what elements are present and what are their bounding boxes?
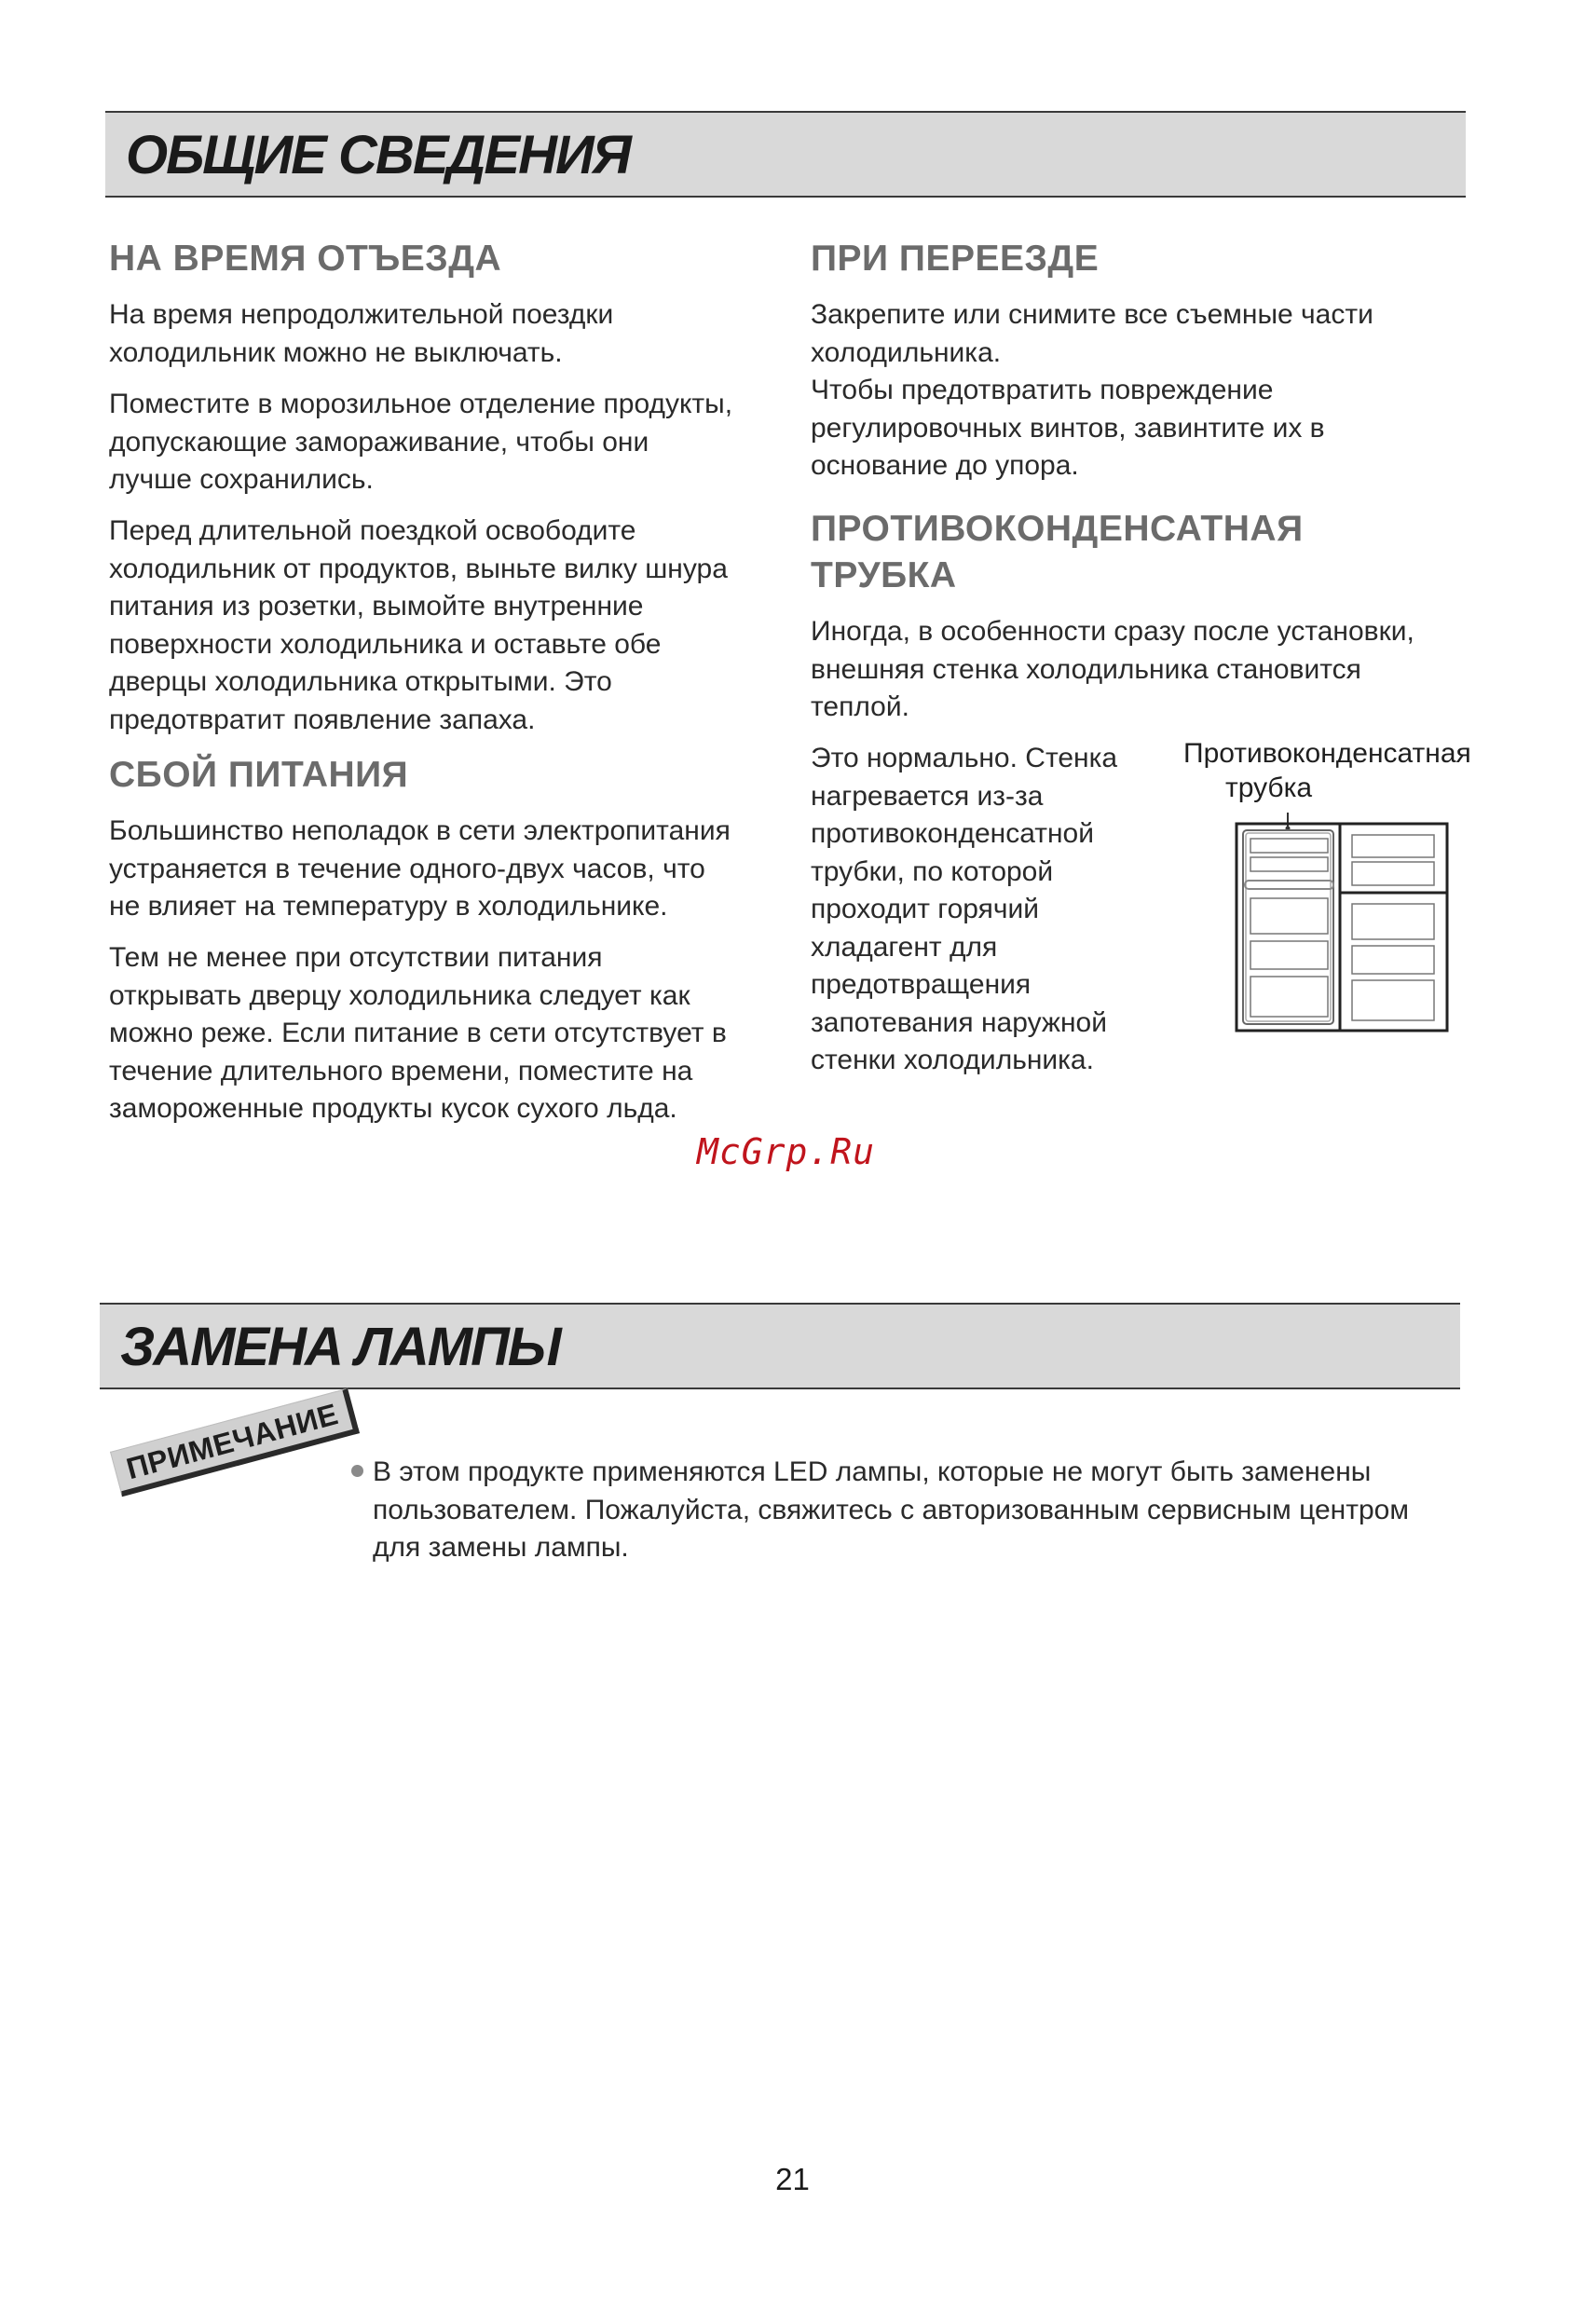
right-fridge-shelf-3 <box>1352 980 1434 1020</box>
anticondensation-tube-inner <box>1246 833 1331 1021</box>
paragraph-anticondensation-1: Иногда, в особенности сразу после установки, внешняя стенка холодильника становится теплой. <box>811 616 1414 722</box>
figure-caption-line2: трубка <box>1225 772 1313 803</box>
section-banner-general <box>105 111 1466 198</box>
paragraph-power-1: Большинство неполадок в сети электропитания устраняется в течение одного-двух часов, что не влияет на температуру в холодильнике. <box>109 815 731 922</box>
left-fridge-shelf-1 <box>1250 898 1328 934</box>
paragraph-away-2: Поместите в морозильное отделение продукты, допускающие замораживание, чтобы они лучше сохранились. <box>109 389 733 495</box>
heading-power-failure: СБОЙ ПИТАНИЯ <box>109 755 409 795</box>
paragraph-anticondensation-2: Это нормально. Стенка нагревается из-за противоконденсатной трубки, по которой проходит горячий хладагент для предотвращения запотевания наружной стенки холодильника. <box>811 743 1118 1075</box>
heading-anticondensation-line2: ТРУБКА <box>811 555 957 595</box>
left-freezer-shelf-1 <box>1250 839 1328 853</box>
section-banner-lamp <box>100 1303 1460 1389</box>
left-fridge-shelf-3 <box>1250 977 1328 1017</box>
anticondensation-tube <box>1243 830 1333 1024</box>
section-title-lamp: ЗАМЕНА ЛАМПЫ <box>120 1317 560 1377</box>
note-text: В этом продукте применяются LED лампы, которые не могут быть заменены пользователем. Пожалуйста, свяжитесь с авторизованным сервисным центром для замены лампы. <box>373 1456 1409 1563</box>
left-freezer-shelf-2 <box>1250 857 1328 871</box>
watermark: McGrp.Ru <box>697 1131 876 1172</box>
paragraph-power-2: Тем не менее при отсутствии питания открывать дверцу холодильника следует как можно реже. Если питание в сети отсутствует в течение длительного времени, поместите на замороженные продукты кусок сухого льда. <box>109 942 727 1124</box>
fridge-body <box>1237 824 1447 1031</box>
right-fridge-shelf-2 <box>1352 946 1434 974</box>
bullet-icon <box>351 1465 363 1477</box>
paragraph-away-1: На время непродолжительной поездки холодильник можно не выключать. <box>109 299 614 368</box>
note-stamp <box>110 1388 360 1497</box>
note-stamp-label: ПРИМЕЧАНИЕ <box>110 1388 360 1497</box>
section-title-general: ОБЩИЕ СВЕДЕНИЯ <box>126 125 630 185</box>
heading-moving: ПРИ ПЕРЕЕЗДЕ <box>811 239 1100 279</box>
heading-anticondensation-line1: ПРОТИВОКОНДЕНСАТНАЯ <box>811 509 1304 549</box>
left-fridge-shelf-2 <box>1250 941 1328 969</box>
paragraph-moving: Закрепите или снимите все съемные части холодильника. Чтобы предотвратить повреждение регулировочных винтов, завинтите их в основание до упора. <box>811 299 1373 481</box>
page-number: 21 <box>775 2162 810 2196</box>
heading-away: НА ВРЕМЯ ОТЪЕЗДА <box>109 239 502 279</box>
figure-caption-line1: Противоконденсатная <box>1183 738 1471 769</box>
right-fridge-shelf-1 <box>1352 904 1434 939</box>
refrigerator-illustration <box>1230 813 1454 1036</box>
right-freezer-shelf-1 <box>1352 835 1434 857</box>
right-freezer-shelf-2 <box>1352 862 1434 885</box>
left-divider-bar <box>1245 881 1333 889</box>
paragraph-away-3: Перед длительной поездкой освободите холодильник от продуктов, выньте вилку шнура питания из розетки, вымойте внутренние поверхности холодильника и оставьте обе дверцы холодильника открытыми. Это предотвратит появление запаха. <box>109 515 728 735</box>
